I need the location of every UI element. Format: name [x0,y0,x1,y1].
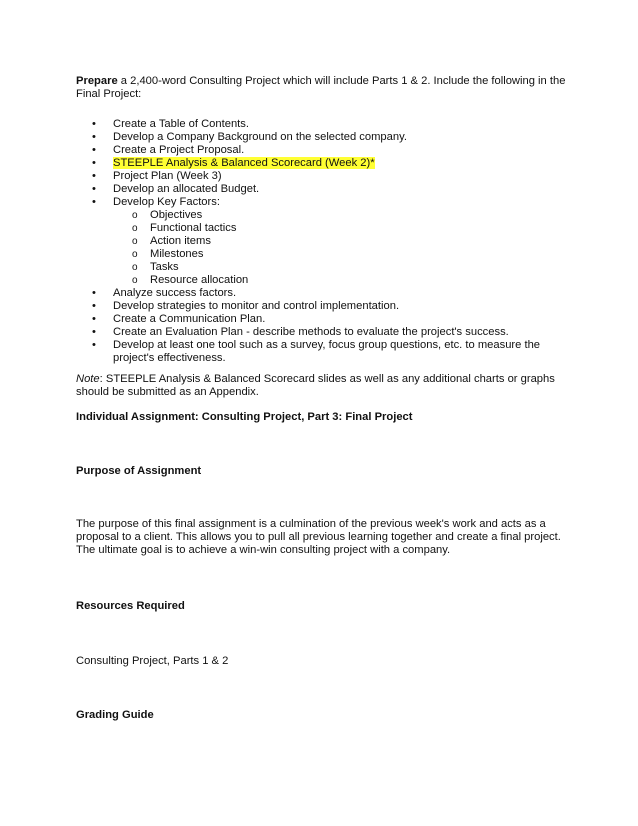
key-factors-sublist [113,209,566,287]
list-item: • Develop an allocated Budget. [76,183,566,196]
sublist-item: o Functional tactics [113,222,566,235]
requirements-list [76,118,566,365]
list-item: • Project Plan (Week 3) [76,170,566,183]
purpose-paragraph: The purpose of this final assignment is a culmination of the previous week's work and acts as a proposal to a client. This allows you to pull all previous learning together and create a final project. The ultimate goal is to achieve a win-win consulting project with a company. [76,518,561,556]
note-text: : STEEPLE Analysis & Balanced Scorecard slides as well as any additional charts or graphs should be submitted as an Appendix. [76,373,555,398]
intro-paragraph [76,75,566,101]
list-item-key-factors [76,196,566,287]
sublist-item: o Action items [113,235,566,248]
list-item: • Develop strategies to monitor and control implementation. [76,300,566,313]
sublist-item: o Tasks [113,261,566,274]
list-item: • Create a Project Proposal. [76,144,566,157]
sublist-item: o Resource allocation [113,274,566,287]
intro-bold-word: Prepare [76,75,118,87]
assignment-heading: Individual Assignment: Consulting Project, Part 3: Final Project [76,411,413,423]
list-item: • Analyze success factors. [76,287,566,300]
resources-heading: Resources Required [76,600,185,612]
grading-heading: Grading Guide [76,709,154,721]
resources-paragraph: Consulting Project, Parts 1 & 2 [76,655,229,667]
sublist-item: o Milestones [113,248,566,261]
note-label: Note [76,373,100,385]
purpose-heading: Purpose of Assignment [76,465,202,477]
sublist-item: o Objectives [113,209,566,222]
list-item: • Create a Communication Plan. [76,313,566,326]
list-item-highlighted [76,157,566,170]
note-paragraph [76,373,566,399]
list-item: • Create an Evaluation Plan - describe methods to evaluate the project's success. [76,326,566,339]
list-item: • Develop at least one tool such as a survey, focus group questions, etc. to measure the project's effectiveness. [76,339,566,365]
intro-text: a 2,400-word Consulting Project which will include Parts 1 & 2. Include the following in the Final Project: [76,75,566,100]
list-item: • Develop a Company Background on the selected company. [76,131,566,144]
list-item: • Create a Table of Contents. [76,118,566,131]
key-factors-label: Develop Key Factors: [113,196,220,208]
highlighted-text: STEEPLE Analysis & Balanced Scorecard (Week 2)* [113,157,375,169]
